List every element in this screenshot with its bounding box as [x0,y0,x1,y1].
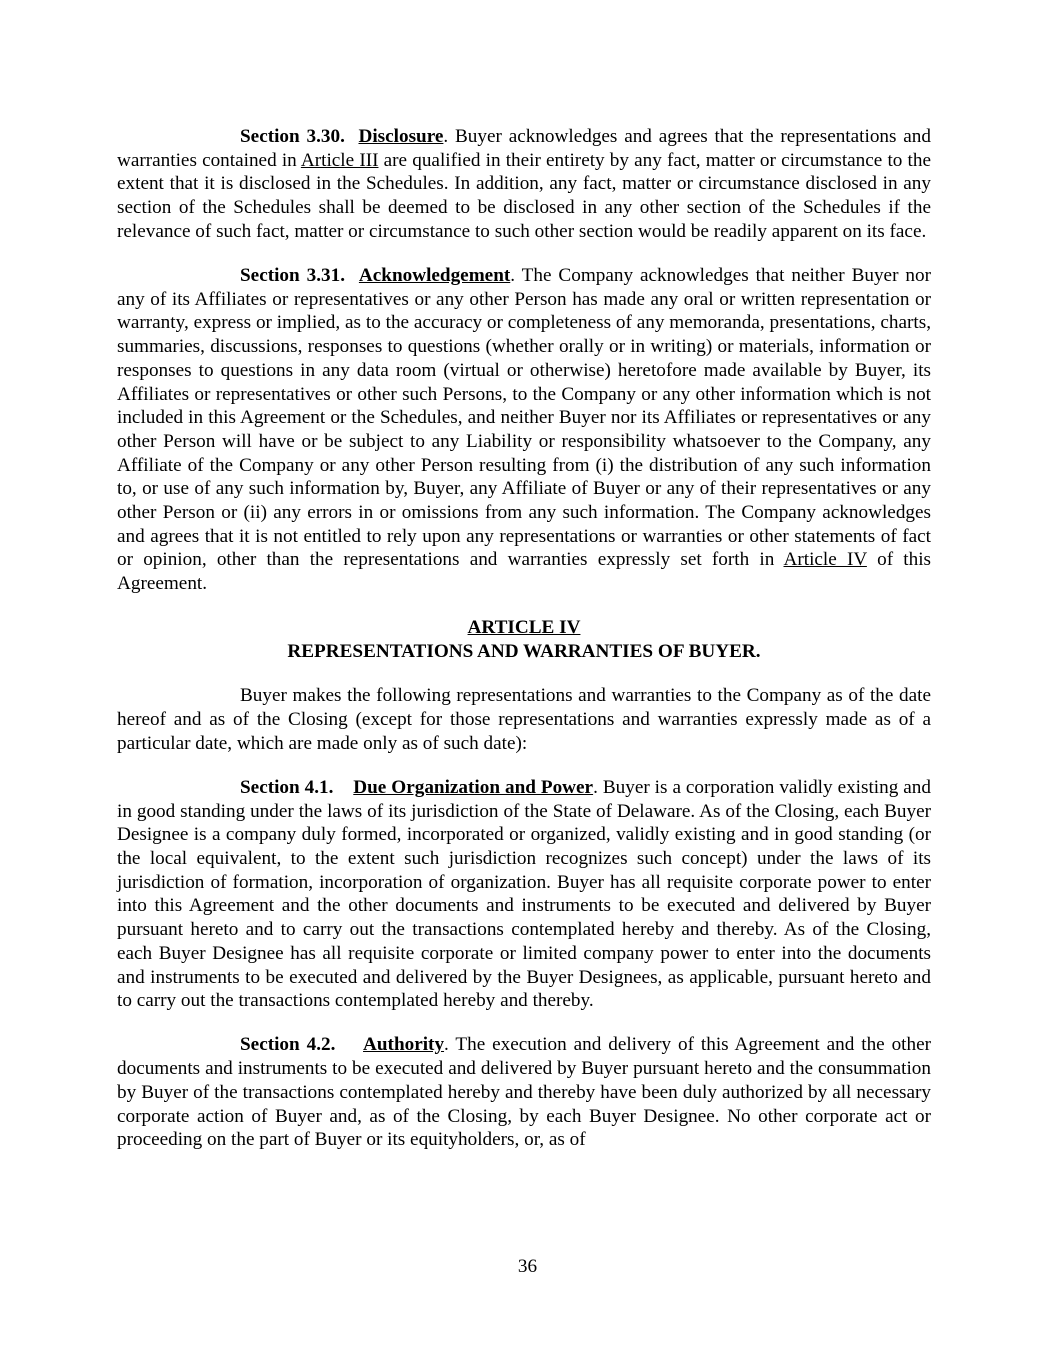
section-text: . The Company acknowledges that neither Buyer nor any of its Affiliates or representatives or any other Person has made any oral or written representation or warranty, express or implied, as to the accuracy or completeness of any memoranda, presentations, charts, summaries, discussions, responses to questions (whether orally or in writing) or materials, information or responses to questions in any data room (virtual or otherwise) heretofore made available by Buyer, its Affiliates or representatives or other such Persons, to the Company or any other information which is not included in this Agreement or the Schedules, and neither Buyer nor its Affiliates or representatives or any other Person will have or be subject to any Liability or responsibility whatsoever to the Company, any Affiliate of the Company or any other Person resulting from (i) the distribution of any such information to, or use of any such information by, Buyer, any Affiliate of Buyer or any of their representatives or any other Person or (ii) any errors in or omissions from any such information. The Company acknowledges and agrees that it is not entitled to rely upon any representations or warranties or other statements of fact or opinion, other than the representations and warranties expressly set forth in [117,265,931,571]
section-number: Section 3.30. [240,126,345,147]
section-text: . Buyer is a corporation validly existing and in good standing under the laws of its jurisdiction of the State of Delaware. As of the Closing, each Buyer Designee is a company duly formed, incorporated or organized, validly existing and in good standing (or the local equivalent, to the extent such jurisdiction recognizes such concept) under the laws of its jurisdiction of formation, incorporation of organization. Buyer has all requisite corporate power to enter into this Agreement and the other documents and instruments to be executed and delivered by Buyer pursuant hereto and to carry out the transactions contemplated hereby and thereby. As of the Closing, each Buyer Designee has all requisite corporate or limited company power to enter into the documents and instruments to be executed and delivered by the Buyer Designees, as applicable, pursuant hereto and to carry out the transactions contemplated hereby and thereby. [117,776,931,1012]
page-number: 36 [517,1256,538,1277]
section-title: Acknowledgement [358,265,511,287]
section-number: Section 3.31. [240,265,346,287]
section-text: . Buyer acknowledges and agrees that the representations and warranties contained in [117,126,931,171]
section-3-30-paragraph [117,125,931,244]
section-title: Authority [363,1034,445,1056]
section-number: Section 4.1. [240,776,334,798]
article-reference: Article III [300,149,379,171]
article-reference: Article IV [783,549,867,571]
section-text: of this Agreement. [117,549,932,595]
section-number: Section 4.2. [240,1034,336,1056]
article-title: REPRESENTATIONS AND WARRANTIES OF BUYER. [287,641,761,663]
document-page [117,125,931,1172]
section-text: . The execution and delivery of this Agreement and the other documents and instruments to be executed and delivered by Buyer pursuant hereto and the consummation by Buyer of the transactions contemplated hereby and thereby have been duly authorized by all necessary corporate action of Buyer and, as of the Closing, by each Buyer Designee. No other corporate act or proceeding on the part of Buyer or its equityholders, or, as of [117,1034,932,1151]
article-label: ARTICLE IV [467,617,581,639]
section-4-2-paragraph [117,1033,931,1152]
section-text: are qualified in their entirety by any fact, matter or circumstance to the extent that it is disclosed in the Schedules. In addition, any fact, matter or circumstance disclosed in any section of the Schedules shall be deemed to be disclosed in any other section of the Schedules if the relevance of such fact, matter or circumstance to such other section would be readily apparent on its face. [117,149,931,242]
article-intro-paragraph: Buyer makes the following representations and warranties to the Company as of the date hereof and as of the Closing (except for those representations and warranties expressly made as of a particular date, which are made only as of such date): [117,685,931,754]
section-title: Due Organization and Power [353,776,594,798]
section-3-31-paragraph [117,264,931,596]
section-4-1-paragraph [117,776,931,1013]
section-title: Disclosure [358,126,444,147]
article-heading [117,616,931,663]
